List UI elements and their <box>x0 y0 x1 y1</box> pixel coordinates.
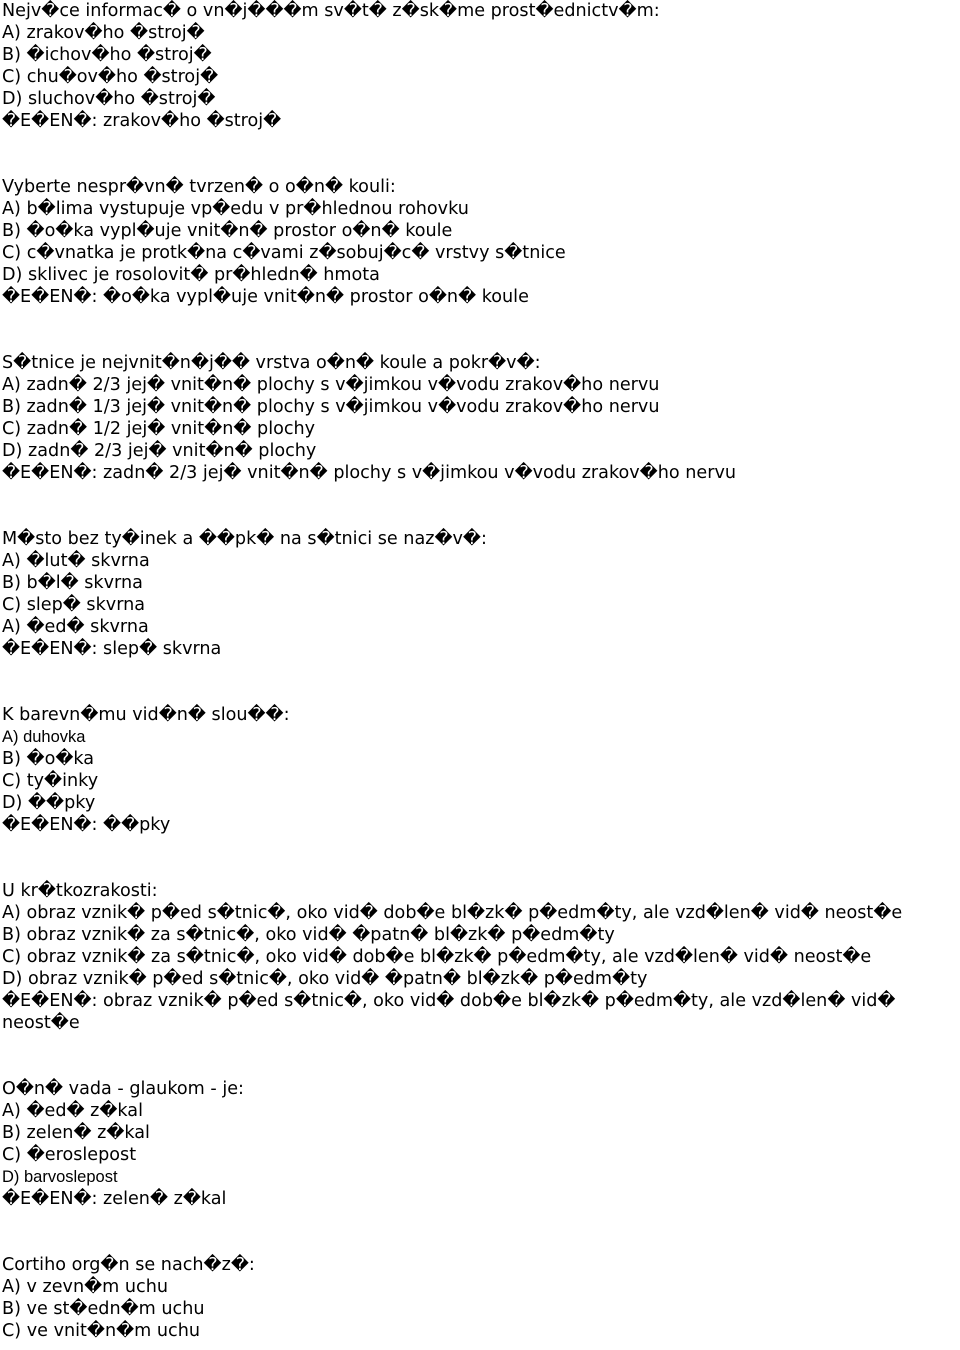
option-b: B) b�l� skvrna <box>2 573 143 593</box>
option-a: A) duhovka <box>2 728 86 746</box>
question-text: K barevn�mu vid�n� slou��: <box>2 705 290 725</box>
option-d: D) obraz vznik� p�ed s�tnic�, oko vid� �patn� bl�zk� p�edm�ty <box>2 969 648 989</box>
spacer <box>2 660 958 704</box>
option-a: A) obraz vznik� p�ed s�tnic�, oko vid� dob�e bl�zk� p�edm�ty, ale vzd�len� vid� neost�e <box>2 903 903 923</box>
option-c: C) chu�ov�ho �stroj� <box>2 67 219 87</box>
question-text: O�n� vada - glaukom - je: <box>2 1079 244 1099</box>
option-a: A) v zevn�m uchu <box>2 1277 169 1297</box>
spacer <box>2 836 958 880</box>
spacer <box>2 484 958 528</box>
question-text: S�tnice je nejvnit�n�j�� vrstva o�n� koule a pokr�v�: <box>2 353 541 373</box>
question-block-3 <box>2 352 958 484</box>
question-text: Cortiho org�n se nach�z�: <box>2 1255 255 1275</box>
option-d: D) zadn� 2/3 jej� vnit�n� plochy <box>2 441 317 461</box>
answer-line: �E�EN�: �o�ka vypl�uje vnit�n� prostor o�n� koule <box>2 287 529 307</box>
question-text: Nejv�ce informac� o vn�j���m sv�t� z�sk�me prost�ednictv�m: <box>2 1 660 21</box>
option-a: A) zrakov�ho �stroj� <box>2 23 205 43</box>
option-c: C) ve vnit�n�m uchu <box>2 1321 201 1341</box>
answer-line: �E�EN�: zadn� 2/3 jej� vnit�n� plochy s v�jimkou v�vodu zrakov�ho nervu <box>2 463 737 483</box>
option-d: D) sklivec je rosolovit� pr�hledn� hmota <box>2 265 380 285</box>
document-page <box>2 0 958 1342</box>
question-block-6 <box>2 880 958 1034</box>
answer-line: �E�EN�: slep� skvrna <box>2 639 222 659</box>
answer-line: �E�EN�: obraz vznik� p�ed s�tnic�, oko vid� dob�e bl�zk� p�edm�ty, ale vzd�len� vid� neost�e <box>2 991 896 1033</box>
answer-line: �E�EN�: zelen� z�kal <box>2 1189 227 1209</box>
answer-line: �E�EN�: zrakov�ho �stroj� <box>2 111 282 131</box>
spacer <box>2 132 958 176</box>
question-block-5 <box>2 704 958 836</box>
question-text: M�sto bez ty�inek a ��pk� na s�tnici se naz�v�: <box>2 529 487 549</box>
option-a: A) �lut� skvrna <box>2 551 150 571</box>
answer-line: �E�EN�: ��pky <box>2 815 171 835</box>
option-a: A) �ed� z�kal <box>2 1101 143 1121</box>
option-b: B) �o�ka <box>2 749 95 769</box>
option-a-repeat: A) �ed� skvrna <box>2 617 149 637</box>
question-block-2 <box>2 176 958 308</box>
option-c: C) ty�inky <box>2 771 99 791</box>
question-block-4 <box>2 528 958 660</box>
option-d: D) ��pky <box>2 793 96 813</box>
question-block-7 <box>2 1078 958 1210</box>
option-d: D) sluchov�ho �stroj� <box>2 89 216 109</box>
option-c: C) zadn� 1/2 jej� vnit�n� plochy <box>2 419 316 439</box>
spacer <box>2 1034 958 1078</box>
option-b: B) obraz vznik� za s�tnic�, oko vid� �patn� bl�zk� p�edm�ty <box>2 925 615 945</box>
spacer <box>2 308 958 352</box>
option-b: B) zadn� 1/3 jej� vnit�n� plochy s v�jimkou v�vodu zrakov�ho nervu <box>2 397 660 417</box>
option-c: C) obraz vznik� za s�tnic�, oko vid� dob�e bl�zk� p�edm�ty, ale vzd�len� vid� neost�e <box>2 947 872 967</box>
option-b: B) �o�ka vypl�uje vnit�n� prostor o�n� koule <box>2 221 453 241</box>
option-c: C) �eroslepost <box>2 1145 137 1165</box>
option-b: B) �ichov�ho �stroj� <box>2 45 212 65</box>
option-a: A) zadn� 2/3 jej� vnit�n� plochy s v�jimkou v�vodu zrakov�ho nervu <box>2 375 660 395</box>
option-c: C) c�vnatka je protk�na c�vami z�sobuj�c� vrstvy s�tnice <box>2 243 566 263</box>
option-d: D) barvoslepost <box>2 1168 118 1186</box>
option-a: A) b�lima vystupuje vp�edu v pr�hlednou rohovku <box>2 199 469 219</box>
question-text: U kr�tkozrakosti: <box>2 881 158 901</box>
spacer <box>2 1210 958 1254</box>
question-block-8 <box>2 1254 958 1342</box>
option-b: B) zelen� z�kal <box>2 1123 150 1143</box>
question-block-1 <box>2 0 958 132</box>
option-b: B) ve st�edn�m uchu <box>2 1299 205 1319</box>
question-text: Vyberte nespr�vn� tvrzen� o o�n� kouli: <box>2 177 396 197</box>
option-c: C) slep� skvrna <box>2 595 146 615</box>
